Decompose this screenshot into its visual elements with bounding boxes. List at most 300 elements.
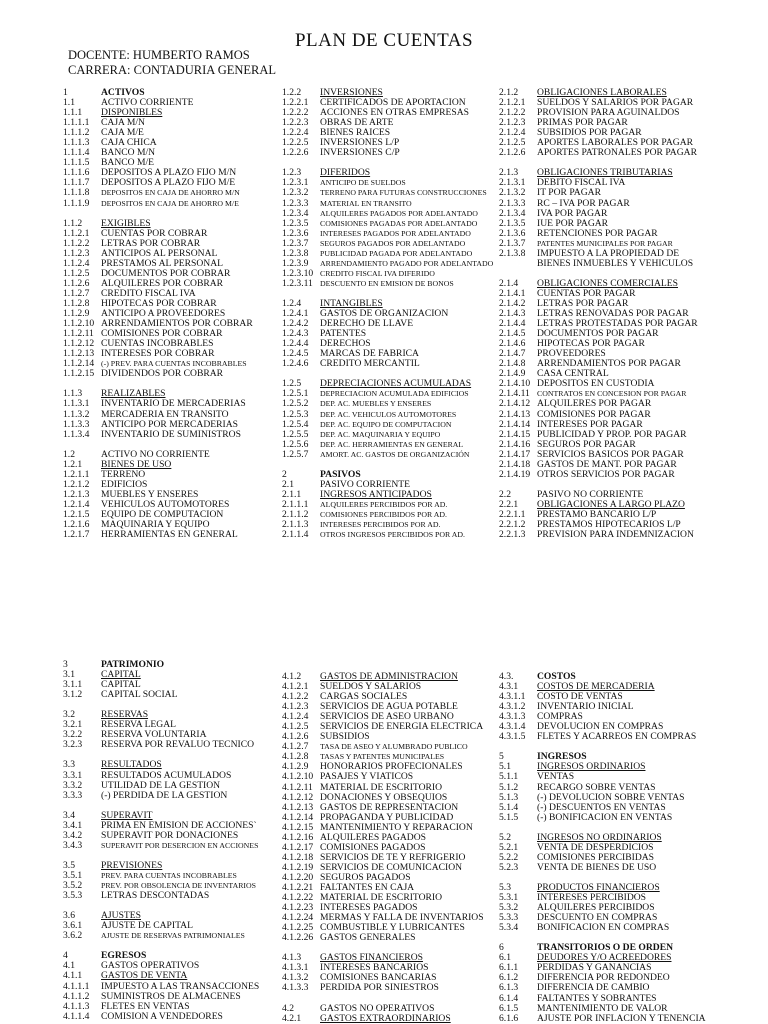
account-name: CAPITAL SOCIAL: [101, 690, 178, 701]
account-row: [499, 893, 739, 903]
account-row: [63, 359, 303, 369]
account-row: [63, 500, 303, 510]
account-code: 4.1.2.8: [282, 751, 309, 763]
account-code: 2.1.3.2: [499, 187, 526, 199]
account-row: [282, 853, 522, 863]
account-row: [63, 982, 303, 992]
account-row: [63, 1002, 303, 1012]
account-code: 1.2.5.2: [282, 398, 309, 410]
account-code: 3.2.3: [63, 739, 83, 751]
account-code: 3.1.1: [63, 679, 83, 691]
account-code: 6.1.6: [499, 1012, 519, 1024]
account-code: 2.1.2.1: [499, 97, 526, 109]
account-row: [63, 660, 303, 670]
account-name: INTERESES POR PAGAR: [537, 419, 643, 430]
account-row: [63, 199, 303, 209]
account-name: PATRIMONIO: [101, 660, 165, 670]
account-code: 4.3.1: [499, 681, 519, 693]
account-name: INGRESOS ANTICIPADOS: [320, 489, 432, 500]
account-row: [499, 833, 739, 843]
document-header: [68, 48, 276, 78]
page-title: PLAN DE CUENTAS: [294, 30, 474, 51]
account-name: BANCO M/E: [101, 158, 155, 169]
account-code: 4.1.2.1: [282, 681, 309, 693]
account-name: TERRENO: [101, 469, 146, 480]
account-name: MANTENIMIENTO Y REPARACION: [320, 822, 473, 833]
account-row: [282, 973, 522, 983]
account-row: [63, 369, 303, 379]
account-row: [499, 963, 739, 973]
account-row: [499, 118, 739, 128]
account-name: DEPRECIACION ACUMULADA EDIFICIOS: [320, 389, 469, 399]
account-name: SUMINISTROS DE ALMACENES: [101, 991, 241, 1002]
account-name: DEP. AC. MAQUINARIA Y EQUIPO: [320, 429, 441, 439]
account-name: CERTIFICADOS DE APORTACION: [320, 98, 466, 109]
account-row: [282, 752, 522, 762]
account-row: [499, 199, 739, 209]
account-name: RECARGO SOBRE VENTAS: [537, 782, 656, 793]
account-code: 1.1.1.2: [63, 127, 90, 139]
account-name: ALQUILERES PAGADOS: [320, 832, 426, 843]
account-name: INTERESES POR COBRAR: [101, 349, 215, 360]
account-row: [282, 229, 522, 239]
account-name: ALQUILERES PERCIBIDOS: [537, 903, 655, 914]
account-name: CREDITO FISCAL IVA: [101, 288, 196, 299]
account-code: 1.2.2.1: [282, 97, 309, 109]
account-row: [499, 168, 739, 178]
account-row: [499, 309, 739, 319]
account-name: CAJA M/N: [101, 118, 145, 129]
account-row: [499, 259, 739, 269]
account-name: AJUSTE DE RESERVAS PATRIMONIALES: [101, 931, 245, 941]
account-row: [282, 732, 522, 742]
account-code: 1.1.2.3: [63, 247, 90, 259]
account-row: [63, 791, 303, 801]
account-row: [63, 841, 303, 851]
account-row: [282, 742, 522, 752]
account-code: 1.1.2.8: [63, 297, 90, 309]
account-row: [282, 399, 522, 409]
account-row: [499, 913, 739, 923]
account-name: CASA CENTRAL: [537, 369, 609, 380]
account-name: ALQUILERES PAGADOS POR ADELANTADO: [320, 208, 478, 218]
account-row: [63, 891, 303, 901]
account-name: ANTICIPO POR MERCADERIAS: [101, 419, 238, 430]
account-row: [499, 88, 739, 98]
account-code: 4.3.: [499, 671, 514, 682]
account-row: [499, 98, 739, 108]
account-row: [63, 229, 303, 239]
account-row: [63, 921, 303, 931]
account-code: 2.1.4: [499, 277, 519, 289]
account-name: BIENES RAICES: [320, 128, 391, 139]
account-row: [499, 399, 739, 409]
account-row: [282, 450, 522, 460]
account-name: SEGUROS POR PAGAR: [537, 439, 636, 450]
account-code: 1.1: [63, 97, 75, 109]
account-name: ACTIVOS: [101, 88, 145, 98]
account-name: FALTANTES Y SOBRANTES: [537, 993, 657, 1004]
account-code: 1.2.1.2: [63, 478, 90, 490]
account-code: 4.3.1.3: [499, 711, 526, 723]
account-code: 3.5.3: [63, 890, 83, 902]
account-name: SERVICIOS DE TE Y REFRIGERIO: [320, 852, 466, 863]
account-row: [282, 520, 522, 530]
account-row: [63, 349, 303, 359]
account-name: PASIVO NO CORRIENTE: [537, 489, 644, 500]
account-row: [63, 760, 303, 770]
account-code: 4.1.2.23: [282, 902, 314, 914]
account-name: INGRESOS: [537, 752, 587, 763]
account-name: DIFERIDOS: [320, 168, 371, 179]
account-name: INTERESES PAGADOS: [320, 903, 418, 914]
account-code: 2.1.4.14: [499, 418, 531, 430]
account-row: [499, 722, 739, 732]
account-row: [499, 973, 739, 983]
account-code: 1.2.4.6: [282, 358, 309, 370]
account-row: [282, 349, 522, 359]
account-name: REALIZABLES: [101, 389, 166, 400]
account-code: 1.2.3.11: [282, 277, 313, 289]
account-row: [63, 148, 303, 158]
spacer: [499, 873, 739, 883]
account-code: 3.6.2: [63, 930, 83, 942]
account-code: 1.2.5.6: [282, 438, 309, 450]
account-code: 1.1.2.1: [63, 227, 90, 239]
account-row: [63, 480, 303, 490]
account-row: [63, 992, 303, 1002]
account-name: ALQUILERES POR COBRAR: [101, 278, 224, 289]
spacer: [63, 901, 303, 911]
account-row: [282, 168, 522, 178]
account-row: [63, 389, 303, 399]
account-code: 4.1.2.4: [282, 711, 309, 723]
account-code: 1.1.2.6: [63, 277, 90, 289]
account-code: 2.1.4.10: [499, 378, 531, 390]
account-name: MARCAS DE FABRICA: [320, 349, 419, 360]
account-code: 2.1.4.11: [499, 388, 530, 400]
account-name: DEP. AC. MUEBLES Y ENSERES: [320, 399, 432, 409]
account-row: [63, 188, 303, 198]
account-row: [499, 188, 739, 198]
account-name: INVERSIONES: [320, 88, 383, 98]
header-career: CARRERA: CONTADURIA GENERAL: [68, 63, 277, 77]
account-code: 4.1.1.2: [63, 990, 90, 1002]
account-code: 1.2.2: [282, 87, 302, 98]
account-code: 1.2: [63, 448, 75, 460]
account-row: [63, 329, 303, 339]
account-row: [499, 702, 739, 712]
account-name: HIPOTECAS POR COBRAR: [101, 298, 217, 309]
account-code: 3.5.1: [63, 869, 83, 881]
account-name: CUENTAS POR COBRAR: [101, 228, 208, 239]
account-code: 2.1.4.19: [499, 468, 531, 480]
account-code: 1.2.1.4: [63, 498, 90, 510]
account-name: TRANSITORIOS O DE ORDEN: [537, 943, 674, 954]
account-row: [282, 420, 522, 430]
account-row: [282, 793, 522, 803]
account-code: 4.1.1.1: [63, 980, 90, 992]
account-row: [499, 783, 739, 793]
account-name: LETRAS RENOVADAS POR PAGAR: [537, 309, 689, 320]
account-name: CAJA CHICA: [101, 138, 157, 149]
account-code: 2.1.3.7: [499, 237, 526, 249]
account-code: 5.1.4: [499, 801, 519, 813]
account-row: [282, 108, 522, 118]
account-row: [63, 279, 303, 289]
account-row: [63, 118, 303, 128]
account-name: PASIVOS: [320, 469, 361, 480]
account-name: FALTANTES EN CAJA: [320, 882, 415, 893]
account-code: 4.1.2.10: [282, 771, 314, 783]
account-row: [282, 490, 522, 500]
account-name: VENTA DE BIENES DE USO: [537, 862, 657, 873]
account-row: [63, 460, 303, 470]
account-name: FLETES EN VENTAS: [101, 1001, 190, 1012]
account-name: SEGUROS PAGADOS POR ADELANTADO: [320, 238, 466, 248]
account-name: PASIVO CORRIENTE: [320, 479, 410, 490]
account-name: SEGUROS PAGADOS: [320, 872, 411, 883]
account-row: [63, 710, 303, 720]
account-code: 4.1.3: [282, 952, 302, 964]
account-code: 1.1.2.12: [63, 338, 95, 350]
account-name: PREV. POR OBSOLENCIA DE INVENTARIOS: [101, 881, 256, 891]
account-code: 4.1.2.21: [282, 881, 314, 893]
account-code: 4.1.2.7: [282, 741, 309, 753]
account-code: 1.1.1.4: [63, 147, 90, 159]
account-code: 3.6.1: [63, 920, 83, 932]
account-code: 1.2.1: [63, 458, 83, 470]
account-name: DONACIONES Y OBSEQUIOS: [320, 792, 448, 803]
account-name: COMISIONES PAGADOS: [320, 842, 426, 853]
account-name: OBLIGACIONES A LARGO PLAZO: [537, 499, 685, 510]
account-name: RESERVA POR REVALUO TECNICO: [101, 740, 255, 751]
account-name: EXIGIBLES: [101, 218, 151, 229]
account-code: 2.1.2.5: [499, 137, 526, 149]
account-code: 4.2.1: [282, 1012, 302, 1024]
account-row: [282, 88, 522, 98]
account-row: [63, 1012, 303, 1022]
account-row: [499, 530, 739, 540]
account-code: 2.1.4.18: [499, 458, 531, 470]
account-row: [282, 199, 522, 209]
account-name: (-) DEVOLUCION SOBRE VENTAS: [537, 792, 685, 803]
spacer: [63, 851, 303, 861]
account-name: MANTENIMIENTO DE VALOR: [537, 1003, 668, 1014]
account-code: 1.1.1.8: [63, 187, 90, 199]
account-row: [499, 953, 739, 963]
account-code: 1.1.2.15: [63, 368, 95, 380]
account-code: 2.1.3.5: [499, 217, 526, 229]
account-name: DERECHO DE LLAVE: [320, 319, 414, 330]
account-row: [63, 680, 303, 690]
account-code: 3.5: [63, 859, 75, 871]
account-row: [282, 883, 522, 893]
account-code: 1.1.2.14: [63, 358, 95, 370]
account-code: 1.1.2.7: [63, 287, 90, 299]
account-row: [499, 853, 739, 863]
account-code: 1.1.2.11: [63, 328, 94, 340]
account-code: 3.3: [63, 759, 75, 771]
account-row: [282, 772, 522, 782]
account-row: [499, 1014, 739, 1024]
account-code: 4.2: [282, 1002, 294, 1014]
spacer: [63, 941, 303, 951]
account-name: RC – IVA POR PAGAR: [537, 198, 630, 209]
account-name: LETRAS DESCONTADAS: [101, 891, 210, 902]
account-row: [282, 893, 522, 903]
account-row: [63, 690, 303, 700]
account-name: DEPOSITOS A PLAZO FIJO M/N: [101, 168, 237, 179]
account-code: 3.2: [63, 709, 75, 721]
account-code: 1.1.1.5: [63, 157, 90, 169]
account-row: [499, 420, 739, 430]
account-name: PROVISION PARA AGUINALDOS: [537, 108, 680, 119]
account-name: INTERESES PAGADOS POR ADELANTADO: [320, 228, 471, 238]
account-name: RESERVA LEGAL: [101, 720, 177, 731]
account-code: 1.1.1.1: [63, 117, 90, 129]
account-name: PUBLICIDAD Y PROP. POR PAGAR: [537, 429, 687, 440]
account-name: DIFERENCIA POR REDONDEO: [537, 973, 670, 984]
account-name: CREDITO FISCAL IVA DIFERIDO: [320, 268, 435, 278]
account-code: 5.2.2: [499, 851, 519, 863]
account-row: [63, 299, 303, 309]
account-row: [63, 138, 303, 148]
account-row: [499, 682, 739, 692]
account-code: 2.1.4.5: [499, 328, 526, 340]
account-code: 5.2.3: [499, 861, 519, 873]
account-row: [282, 1004, 522, 1014]
account-name: (-) PERDIDA DE LA GESTION: [101, 790, 228, 801]
account-code: 4.3.1.1: [499, 691, 526, 703]
account-name: SUELDOS Y SALARIOS POR PAGAR: [537, 98, 694, 109]
account-row: [282, 269, 522, 279]
account-name: INVERSIONES C/P: [320, 148, 400, 159]
account-name: OBLIGACIONES COMERCIALES: [537, 278, 678, 289]
account-name: DEBITO FISCAL IVA: [537, 178, 626, 189]
account-name: TASAS Y PATENTES MUNICIPALES: [320, 752, 445, 762]
account-row: [63, 520, 303, 530]
account-name: COMISIONES PERCIBIDAS: [537, 852, 655, 863]
account-code: 2.1.4.7: [499, 348, 526, 360]
account-code: 4.1.2.20: [282, 871, 314, 883]
account-name: LETRAS PROTESTADAS POR PAGAR: [537, 319, 698, 330]
account-name: SUPERAVIT POR DESERCION EN ACCIONES: [101, 840, 259, 850]
account-row: [282, 178, 522, 188]
account-name: DEP. AC. HERRAMIENTAS EN GENERAL: [320, 439, 464, 449]
account-row: [282, 128, 522, 138]
account-row: [499, 178, 739, 188]
account-row: [499, 229, 739, 239]
account-row: [63, 530, 303, 540]
account-row: [499, 339, 739, 349]
account-code: 2.1.3.3: [499, 197, 526, 209]
account-name: SERVICIOS BASICOS POR PAGAR: [537, 449, 684, 460]
account-name: TASA DE ASEO Y ALUMBRADO PUBLICO: [320, 742, 468, 752]
account-code: 4.1.2.25: [282, 922, 314, 934]
account-row: [499, 379, 739, 389]
account-code: 4.1.2.5: [282, 721, 309, 733]
account-code: 5.1.2: [499, 781, 519, 793]
spacer: [499, 480, 739, 490]
account-name: PROVEEDORES: [537, 349, 606, 360]
account-name: ALQUILERES PERCIBIDOS POR AD.: [320, 499, 448, 509]
spacer: [63, 700, 303, 710]
account-name: INTERESES BANCARIOS: [320, 963, 429, 974]
account-row: [499, 289, 739, 299]
account-code: 2.1.3: [499, 167, 519, 179]
account-code: 2.1.4.6: [499, 338, 526, 350]
account-row: [282, 440, 522, 450]
account-row: [282, 913, 522, 923]
account-name: DESCUENTO EN COMPRAS: [537, 913, 658, 924]
account-row: [282, 339, 522, 349]
account-name: PRODUCTOS FINANCIEROS: [537, 882, 660, 893]
account-row: [499, 148, 739, 158]
account-code: 1.1.3.4: [63, 428, 90, 440]
account-row: [282, 138, 522, 148]
spacer: [63, 750, 303, 760]
account-name: DEP. AC. VEHICULOS AUTOMOTORES: [320, 409, 457, 419]
account-row: [63, 249, 303, 259]
account-row: [282, 329, 522, 339]
account-name: VEHICULOS AUTOMOTORES: [101, 499, 230, 510]
account-name: SUPERAVIT: [101, 810, 153, 821]
account-code: 5.3.1: [499, 892, 519, 904]
account-code: 3.3.2: [63, 779, 83, 791]
account-row: [499, 672, 739, 682]
account-row: [499, 410, 739, 420]
account-code: 1.2.1.3: [63, 488, 90, 500]
account-code: 2.1.1.2: [282, 508, 309, 520]
account-name: PREVISION PARA INDEMNIZACION: [537, 530, 694, 541]
account-code: 2.1.4.16: [499, 438, 531, 450]
account-code: 5.1.3: [499, 791, 519, 803]
spacer: [282, 994, 522, 1004]
account-name: CONTRATOS EN CONCESION POR PAGAR: [537, 389, 687, 399]
spacer: [63, 379, 303, 389]
account-code: 1.2.4.2: [282, 318, 309, 330]
account-code: 5.2: [499, 831, 511, 843]
account-code: 1.2.3.6: [282, 227, 309, 239]
account-row: [499, 520, 739, 530]
account-row: [63, 781, 303, 791]
account-name: GASTOS OPERATIVOS: [101, 961, 200, 972]
account-code: 2.1.1.3: [282, 519, 309, 531]
account-code: 4.1.2.24: [282, 912, 314, 924]
account-row: [63, 490, 303, 500]
spacer: [282, 943, 522, 953]
account-code: 1.2.5.5: [282, 428, 309, 440]
account-row: [282, 863, 522, 873]
account-name: MATERIAL EN TRANSITO: [320, 198, 412, 208]
account-name: GASTOS GENERALES: [320, 933, 416, 944]
account-code: 5.3.4: [499, 922, 519, 934]
account-row: [499, 793, 739, 803]
account-row: [499, 732, 739, 742]
account-code: 4.1.2.12: [282, 791, 314, 803]
account-code: 2.1.2.3: [499, 117, 526, 129]
account-code: 3.3.1: [63, 769, 83, 781]
account-row: [499, 389, 739, 399]
account-name: BANCO M/N: [101, 148, 156, 159]
account-name: HERRAMIENTAS EN GENERAL: [101, 530, 238, 541]
account-code: 5.3: [499, 881, 511, 893]
account-code: 2.1.2: [499, 87, 519, 98]
account-code: 3.5.2: [63, 880, 83, 892]
account-code: 3.4.2: [63, 829, 83, 841]
account-code: 1.2.5.3: [282, 408, 309, 420]
